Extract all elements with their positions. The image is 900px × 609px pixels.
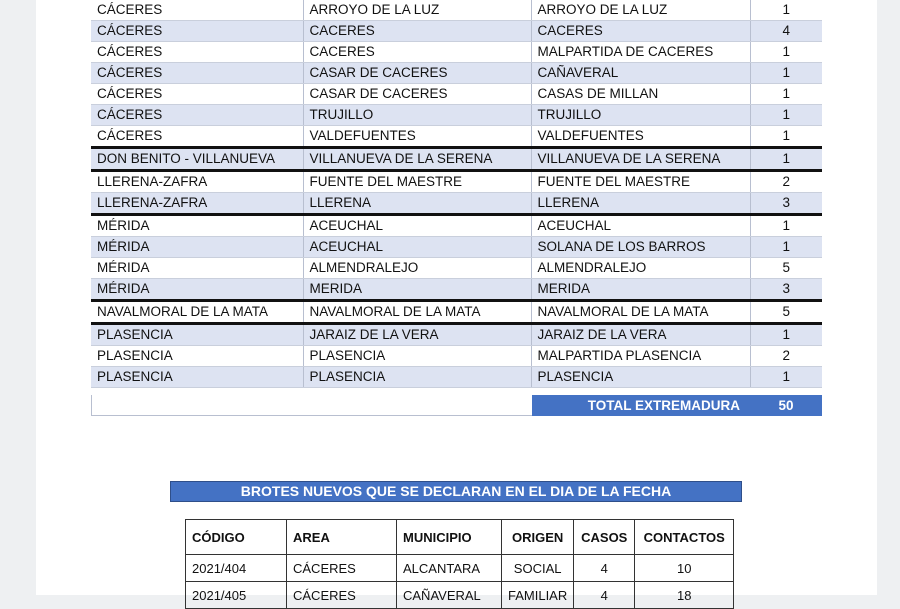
localidad-cell: TRUJILLO [531, 105, 750, 126]
municipio-cell: VALDEFUENTES [303, 126, 531, 148]
codigo-cell: 2021/405 [186, 582, 287, 609]
header-codigo: CÓDIGO [186, 520, 287, 555]
casos-cell: 1 [750, 0, 822, 21]
localidad-cell: VALDEFUENTES [531, 126, 750, 148]
casos-cell: 5 [750, 301, 822, 324]
total-empty-cell [91, 395, 533, 416]
localidad-cell: CACERES [531, 21, 750, 42]
table-row [91, 367, 822, 388]
area-cell: NAVALMORAL DE LA MATA [91, 301, 303, 324]
header-contactos: CONTACTOS [635, 520, 734, 555]
casos-cell: 5 [750, 258, 822, 279]
municipio-cell: FUENTE DEL MAESTRE [303, 171, 531, 193]
area-cell: CÁCERES [91, 21, 303, 42]
localidad-cell: LLERENA [531, 193, 750, 215]
municipio-cell: MERIDA [303, 279, 531, 301]
table-row [91, 324, 822, 346]
area-cell: MÉRIDA [91, 258, 303, 279]
casos-cell: 2 [750, 171, 822, 193]
brotes-table [185, 519, 734, 609]
casos-cell: 4 [574, 582, 635, 609]
area-cell: CÁCERES [91, 105, 303, 126]
area-cell: CÁCERES [287, 582, 397, 609]
header-casos: CASOS [574, 520, 635, 555]
localidad-cell: PLASENCIA [531, 367, 750, 388]
casos-cell: 4 [750, 21, 822, 42]
table-row [91, 171, 822, 193]
area-cell: DON BENITO - VILLANUEVA [91, 148, 303, 171]
municipio-cell: CAÑAVERAL [397, 582, 502, 609]
localidad-cell: FUENTE DEL MAESTRE [531, 171, 750, 193]
table-row [91, 193, 822, 215]
casos-cell: 1 [750, 42, 822, 63]
localidad-cell: MALPARTIDA DE CACERES [531, 42, 750, 63]
table-row [91, 301, 822, 324]
casos-cell: 1 [750, 215, 822, 237]
origen-cell: FAMILIAR [502, 582, 574, 609]
area-cell: PLASENCIA [91, 324, 303, 346]
localidad-cell: MALPARTIDA PLASENCIA [531, 346, 750, 367]
casos-cell: 1 [750, 324, 822, 346]
municipio-cell: PLASENCIA [303, 346, 531, 367]
casos-cell: 1 [750, 367, 822, 388]
municipio-cell: TRUJILLO [303, 105, 531, 126]
cases-table [91, 0, 822, 388]
municipio-cell: CACERES [303, 21, 531, 42]
localidad-cell: CAÑAVERAL [531, 63, 750, 84]
municipio-cell: PLASENCIA [303, 367, 531, 388]
municipio-cell: ARROYO DE LA LUZ [303, 0, 531, 21]
table-row [91, 215, 822, 237]
localidad-cell: MERIDA [531, 279, 750, 301]
municipio-cell: VILLANUEVA DE LA SERENA [303, 148, 531, 171]
casos-cell: 1 [750, 237, 822, 258]
localidad-cell: ARROYO DE LA LUZ [531, 0, 750, 21]
cases-table-body [91, 0, 822, 388]
area-cell: MÉRIDA [91, 215, 303, 237]
localidad-cell: ACEUCHAL [531, 215, 750, 237]
contactos-cell: 10 [635, 555, 734, 582]
localidad-cell: NAVALMORAL DE LA MATA [531, 301, 750, 324]
localidad-cell: CASAS DE MILLAN [531, 84, 750, 105]
casos-cell: 1 [750, 105, 822, 126]
casos-cell: 4 [574, 555, 635, 582]
municipio-cell: LLERENA [303, 193, 531, 215]
casos-cell: 1 [750, 126, 822, 148]
municipio-cell: CACERES [303, 42, 531, 63]
area-cell: MÉRIDA [91, 279, 303, 301]
origen-cell: SOCIAL [502, 555, 574, 582]
table-row [91, 84, 822, 105]
contactos-cell: 18 [635, 582, 734, 609]
table-row [91, 148, 822, 171]
table-row [91, 258, 822, 279]
table-row [91, 0, 822, 21]
brotes-row [186, 582, 734, 609]
municipio-cell: ACEUCHAL [303, 237, 531, 258]
area-cell: CÁCERES [91, 0, 303, 21]
brotes-header-row [186, 520, 734, 555]
municipio-cell: JARAIZ DE LA VERA [303, 324, 531, 346]
table-row [91, 279, 822, 301]
header-municipio: MUNICIPIO [397, 520, 502, 555]
casos-cell: 3 [750, 279, 822, 301]
municipio-cell: ALCANTARA [397, 555, 502, 582]
area-cell: LLERENA-ZAFRA [91, 171, 303, 193]
casos-cell: 1 [750, 148, 822, 171]
casos-cell: 1 [750, 63, 822, 84]
table-row [91, 42, 822, 63]
municipio-cell: CASAR DE CACERES [303, 63, 531, 84]
localidad-cell: SOLANA DE LOS BARROS [531, 237, 750, 258]
total-row [91, 395, 822, 416]
table-row [91, 346, 822, 367]
area-cell: PLASENCIA [91, 367, 303, 388]
area-cell: CÁCERES [91, 63, 303, 84]
total-value: 50 [750, 395, 822, 416]
table-row [91, 237, 822, 258]
municipio-cell: CASAR DE CACERES [303, 84, 531, 105]
header-origen: ORIGEN [502, 520, 574, 555]
casos-cell: 1 [750, 84, 822, 105]
table-row [91, 126, 822, 148]
table-row [91, 21, 822, 42]
total-label: TOTAL EXTREMADURA [532, 395, 750, 416]
brotes-section-title: BROTES NUEVOS QUE SE DECLARAN EN EL DIA DE LA FECHA [170, 481, 742, 502]
localidad-cell: ALMENDRALEJO [531, 258, 750, 279]
table-row [91, 63, 822, 84]
area-cell: CÁCERES [91, 84, 303, 105]
brotes-row [186, 555, 734, 582]
area-cell: LLERENA-ZAFRA [91, 193, 303, 215]
area-cell: CÁCERES [287, 555, 397, 582]
municipio-cell: ALMENDRALEJO [303, 258, 531, 279]
localidad-cell: JARAIZ DE LA VERA [531, 324, 750, 346]
codigo-cell: 2021/404 [186, 555, 287, 582]
area-cell: CÁCERES [91, 126, 303, 148]
area-cell: CÁCERES [91, 42, 303, 63]
area-cell: MÉRIDA [91, 237, 303, 258]
area-cell: PLASENCIA [91, 346, 303, 367]
casos-cell: 2 [750, 346, 822, 367]
municipio-cell: NAVALMORAL DE LA MATA [303, 301, 531, 324]
municipio-cell: ACEUCHAL [303, 215, 531, 237]
casos-cell: 3 [750, 193, 822, 215]
header-area: AREA [287, 520, 397, 555]
localidad-cell: VILLANUEVA DE LA SERENA [531, 148, 750, 171]
table-row [91, 105, 822, 126]
